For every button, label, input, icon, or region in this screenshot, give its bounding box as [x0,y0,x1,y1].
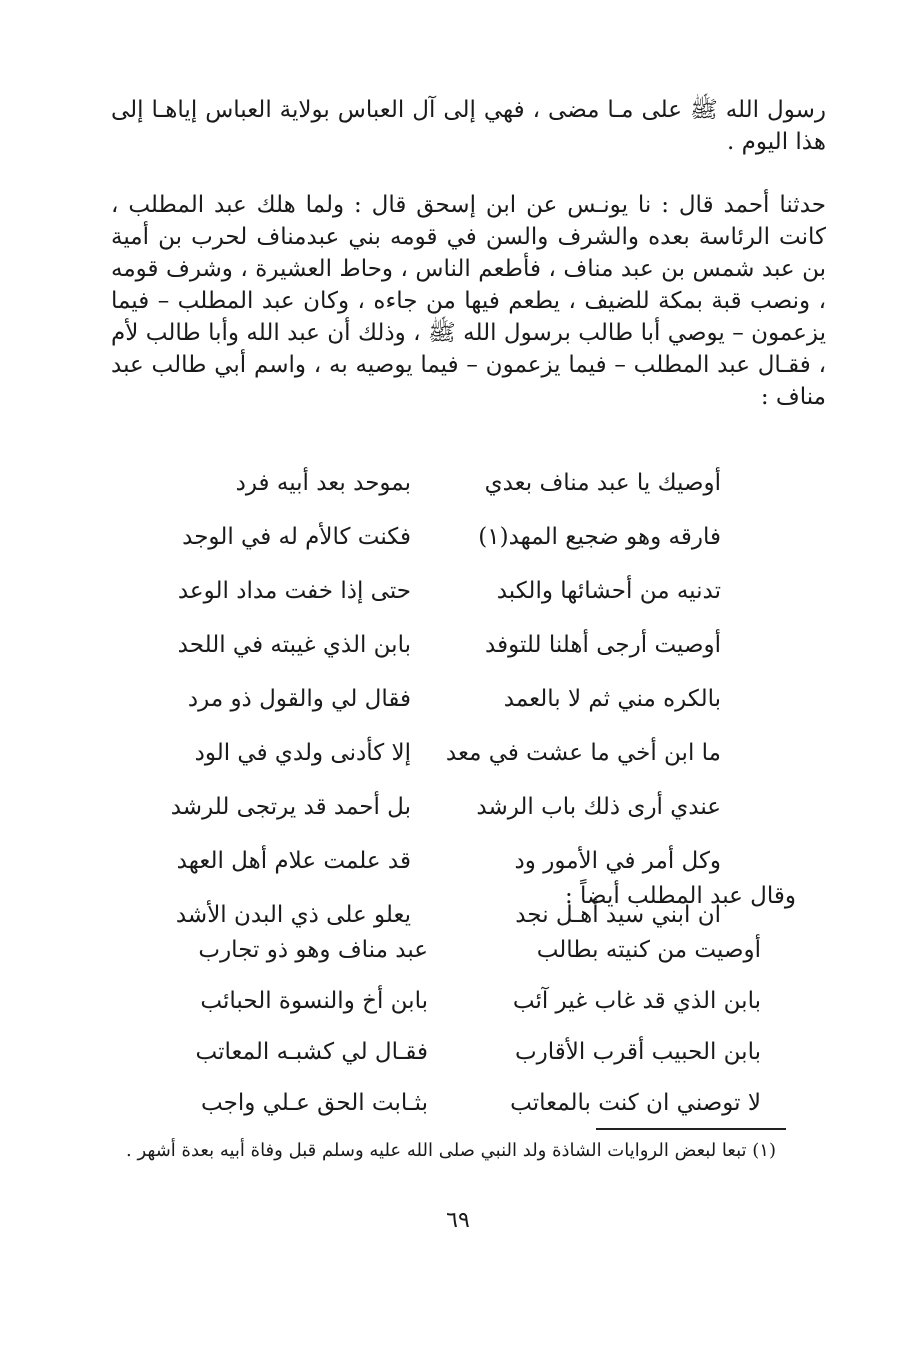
poem-2 [0,937,916,1141]
verse-line [0,740,916,794]
first-hemistich: بالكره مني ثم لا بالعمد [503,686,721,712]
first-hemistich: فارقه وهو ضجيع المهد(١) [478,524,721,550]
first-hemistich: لا توصني ان كنت بالمعاتب [510,1090,761,1116]
verse-line [0,1090,916,1141]
second-hemistich: قد علمت علام أهل العهد [176,848,411,874]
second-hemistich: حتى إذا خفت مداد الوعد [177,578,411,604]
page-number: ٦٩ [446,1208,470,1233]
second-hemistich: بموحد بعد أبيه فرد [235,470,411,496]
second-hemistich: بابن أخ والنسوة الحبائب [200,988,428,1014]
second-hemistich: إلا كأدنى ولدي في الود [194,740,411,766]
footnote-separator [596,1128,786,1130]
first-hemistich: وكل أمر في الأمور ود [514,848,721,874]
second-hemistich: فقـال لي كشبـه المعاتب [195,1039,428,1065]
footnote: (١) تبعا لبعض الروايات الشاذة ولد النبي صلى الله عليه وسلم قبل وفاة أبيه بعدة أشهر . [126,1140,776,1161]
verse-line [0,578,916,632]
first-hemistich: تدنيه من أحشائها والكبد [496,578,721,604]
paragraph-2: حدثنا أحمد قال : نا يونـس عن ابن إسحق قال : ولما هلك عبد المطلب ، كانت الرئاسة بعده والشرف والسن في قومه بني عبدمناف لحرب بن أمية بن عبد شمس بن عبد مناف ، فأطعم الناس ، وحاط العشيرة ، وشرف قومه ، ونصب قبة بمكة للضيف ، يطعم فيها من جاءه ، وكان عبد المطلب – فيما يزعمون – يوصي أبا طالب برسول الله ﷺ ، وذلك أن عبد الله وأبا طالب لأم ، فقـال عبد المطلب – فيما يزعمون – فيما يوصيه به ، واسم أبي طالب عبد مناف : [111,192,826,410]
poem-2-intro: وقال عبد المطلب أيضاً : [564,883,796,909]
first-hemistich: بابن الحبيب أقرب الأقارب [515,1039,761,1065]
second-hemistich: يعلو على ذي البدن الأشد [175,902,411,928]
second-hemistich: بابن الذي غيبته في اللحد [177,632,411,658]
verse-line [0,524,916,578]
verse-line [0,794,916,848]
first-hemistich: ما ابن أخي ما عشت في معد [445,740,721,766]
first-hemistich: أوصيت من كنيته بطالب [536,937,761,963]
second-hemistich: بل أحمد قد يرتجى للرشد [170,794,411,820]
paragraph-1: رسول الله ﷺ على مـا مضى ، فهي إلى آل العباس بولاية العباس إياهـا إلى هذا اليوم . [111,97,826,155]
verse-line [0,470,916,524]
verse-line [0,686,916,740]
verse-line [0,1039,916,1090]
second-hemistich: بثـابت الحق عـلي واجب [201,1090,428,1116]
second-hemistich: عبد مناف وهو ذو تجارب [198,937,428,963]
first-hemistich: بابن الذي قد غاب غير آئب [512,988,761,1014]
second-hemistich: فقال لي والقول ذو مرد [187,686,411,712]
verse-line [0,988,916,1039]
verse-line [0,632,916,686]
verse-line [0,937,916,988]
first-hemistich: ان ابني سيد أهـل نجد [515,902,721,928]
first-hemistich: أوصيك يا عبد مناف بعدي [484,470,721,496]
first-hemistich: أوصيت أرجى أهلنا للتوفد [485,632,721,658]
second-hemistich: فكنت كالأم له في الوجد [182,524,411,550]
first-hemistich: عندي أرى ذلك باب الرشد [476,794,721,820]
